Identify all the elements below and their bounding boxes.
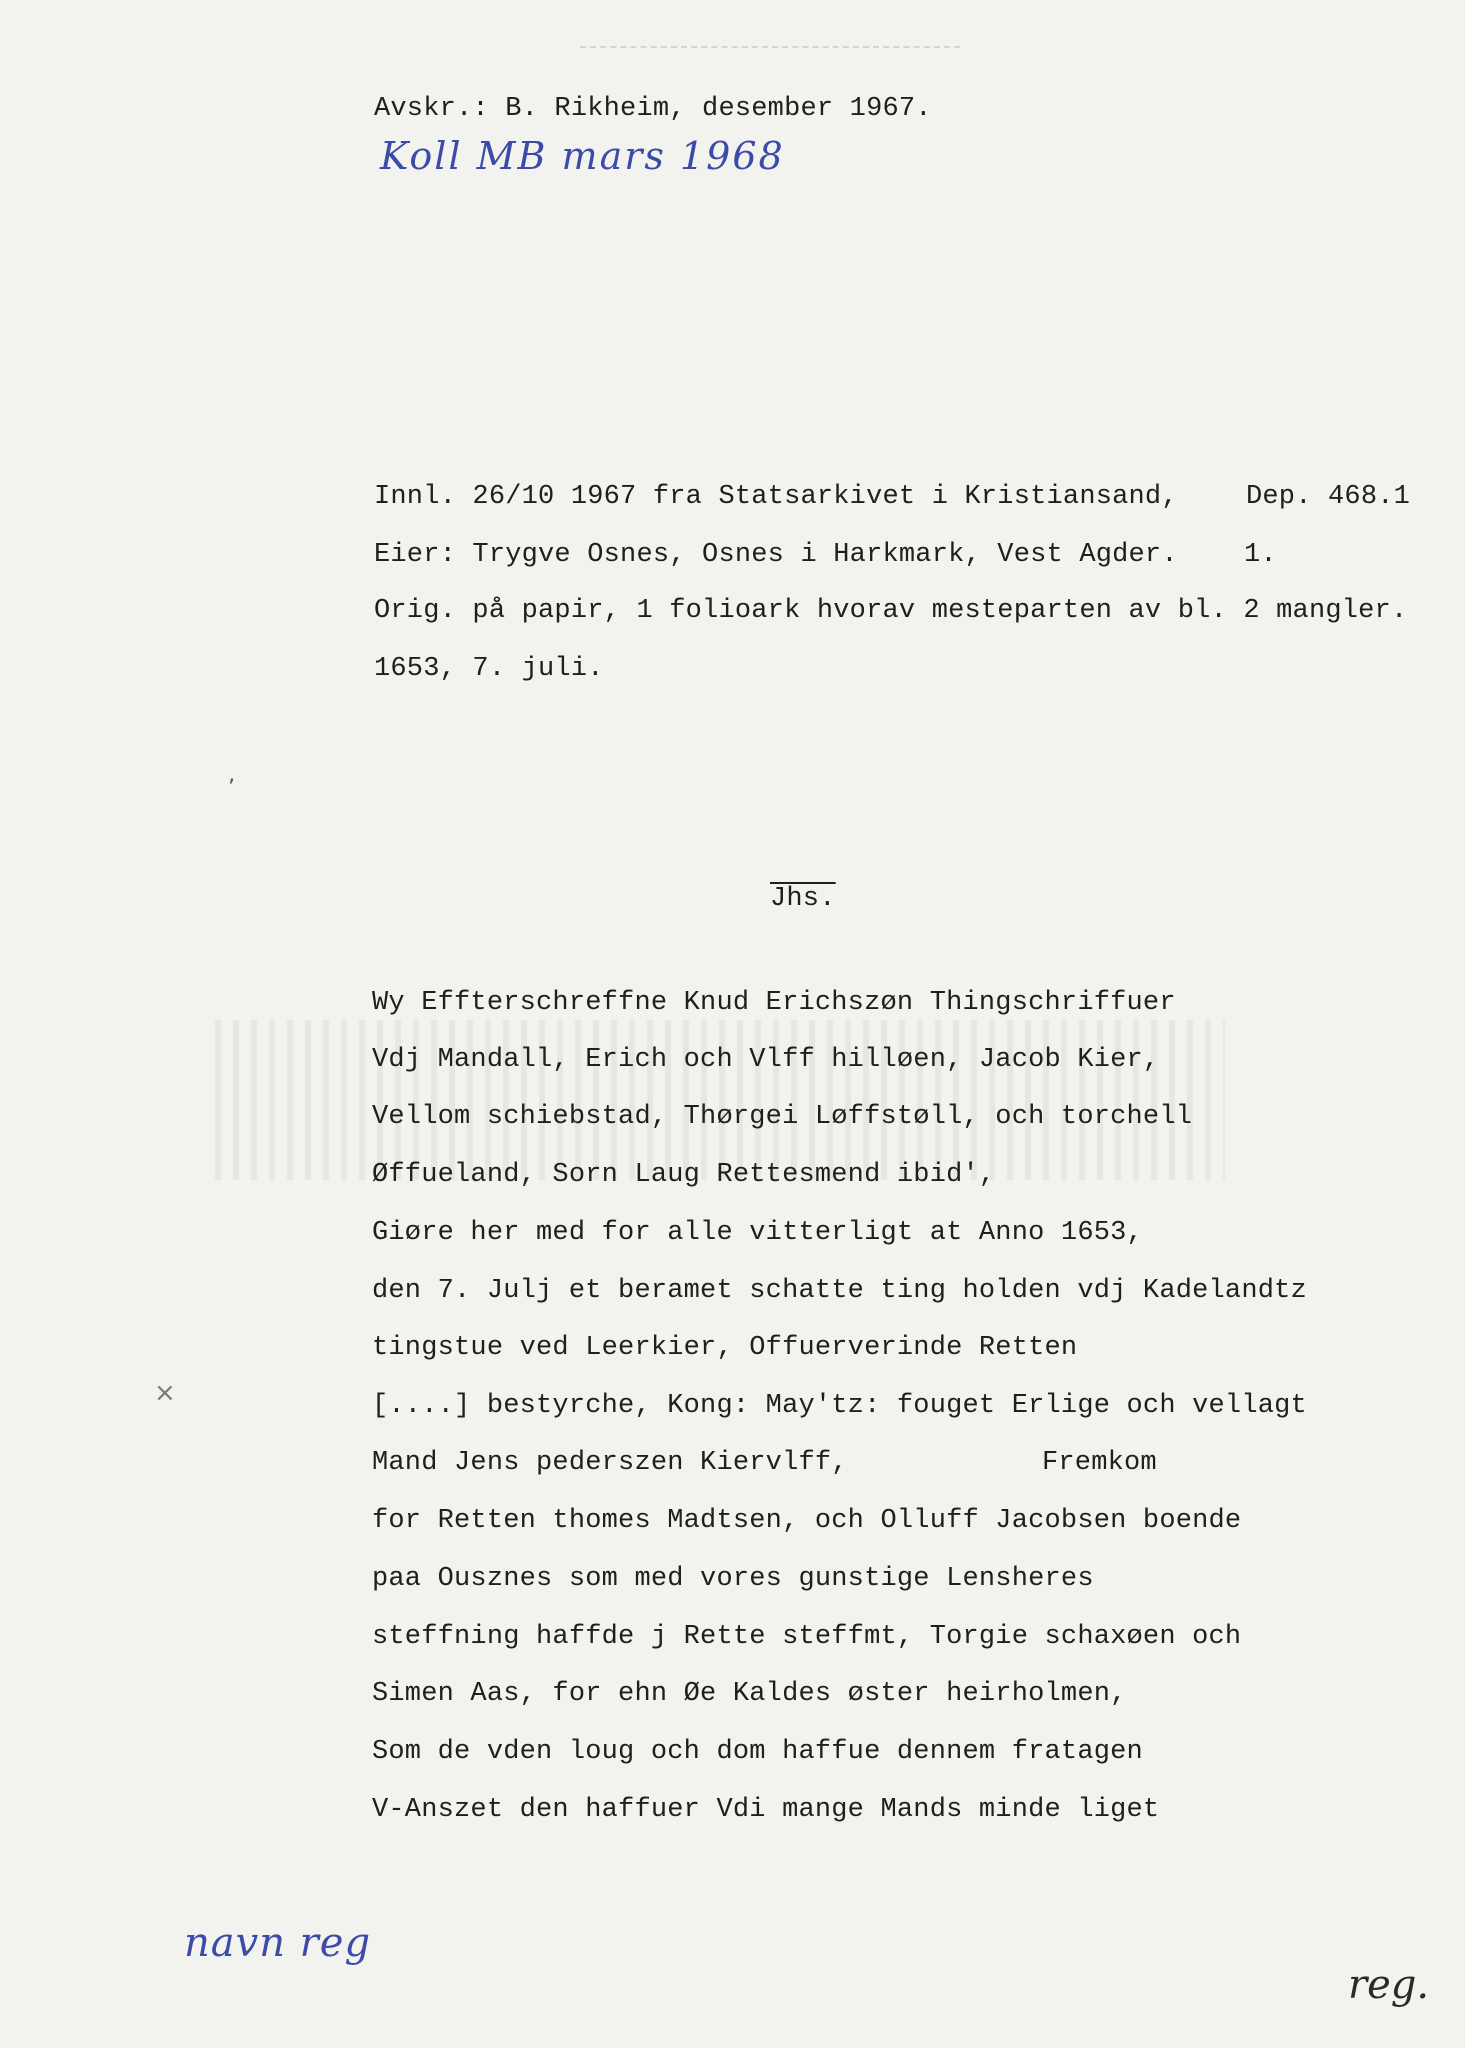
transcription-line: tingstue ved Leerkier, Offuerverinde Retten <box>372 1333 1078 1363</box>
margin-tick-mark: ’ <box>228 776 235 801</box>
transcription-line: V-Anszet den haffuer Vdi mange Mands minde liget <box>372 1795 1160 1825</box>
heading-jhs: Jhs. <box>770 884 836 914</box>
transcription-line: steffning haffde j Rette steffmt, Torgie schaxøen och <box>372 1622 1242 1652</box>
received-line: Innl. 26/10 1967 fra Statsarkivet i Kristiansand, <box>374 482 1178 512</box>
transcription-line: Øffueland, Sorn Laug Rettesmend ibid', <box>372 1160 996 1190</box>
transcription-line: paa Ousznes som med vores gunstige Lensheres <box>372 1564 1094 1594</box>
transcription-fremkom: Fremkom <box>1042 1448 1157 1478</box>
transcription-line: [....] bestyrche, Kong: May'tz: fouget Erlige och vellagt <box>372 1391 1307 1421</box>
owner-line: Eier: Trygve Osnes, Osnes i Harkmark, Vest Agder. <box>374 540 1178 570</box>
transcription-line: Mand Jens pederszen Kiervlff, <box>372 1448 848 1478</box>
transcription-line: for Retten thomes Madtsen, och Olluff Jacobsen boende <box>372 1506 1242 1536</box>
handwritten-reg-mark: reg. <box>1348 1962 1430 2008</box>
document-date: 1653, 7. juli. <box>374 654 604 684</box>
original-description: Orig. på papir, 1 folioark hvorav mesteparten av bl. 2 mangler. <box>374 596 1408 626</box>
transcription-line: Vellom schiebstad, Thørgei Løffstøll, och torchell <box>372 1102 1193 1132</box>
faded-header-line <box>580 46 960 62</box>
handwritten-check-note: Koll MB mars 1968 <box>380 134 785 178</box>
transcription-line: den 7. Julj et beramet schatte ting holden vdj Kadelandtz <box>372 1276 1307 1306</box>
handwritten-register-note: navn reg <box>184 1920 372 1966</box>
item-number: 1. <box>1244 540 1277 570</box>
transcription-line: Simen Aas, for ehn Øe Kaldes øster heirholmen, <box>372 1679 1127 1709</box>
transcription-line: Giøre her med for alle vitterligt at Anno 1653, <box>372 1218 1143 1248</box>
margin-cross-mark: × <box>154 1378 176 1408</box>
transcription-line: Vdj Mandall, Erich och Vlff hilløen, Jacob Kier, <box>372 1045 1160 1075</box>
transcription-line: Wy Effterschreffne Knud Erichszøn Thingschriffuer <box>372 988 1176 1018</box>
bleed-through-shadow <box>215 1020 1225 1180</box>
deposit-number: Dep. 468.1 <box>1246 482 1411 512</box>
transcription-line: Som de vden loug och dom haffue dennem fratagen <box>372 1737 1143 1767</box>
transcriber-line: Avskr.: B. Rikheim, desember 1967. <box>374 94 932 124</box>
